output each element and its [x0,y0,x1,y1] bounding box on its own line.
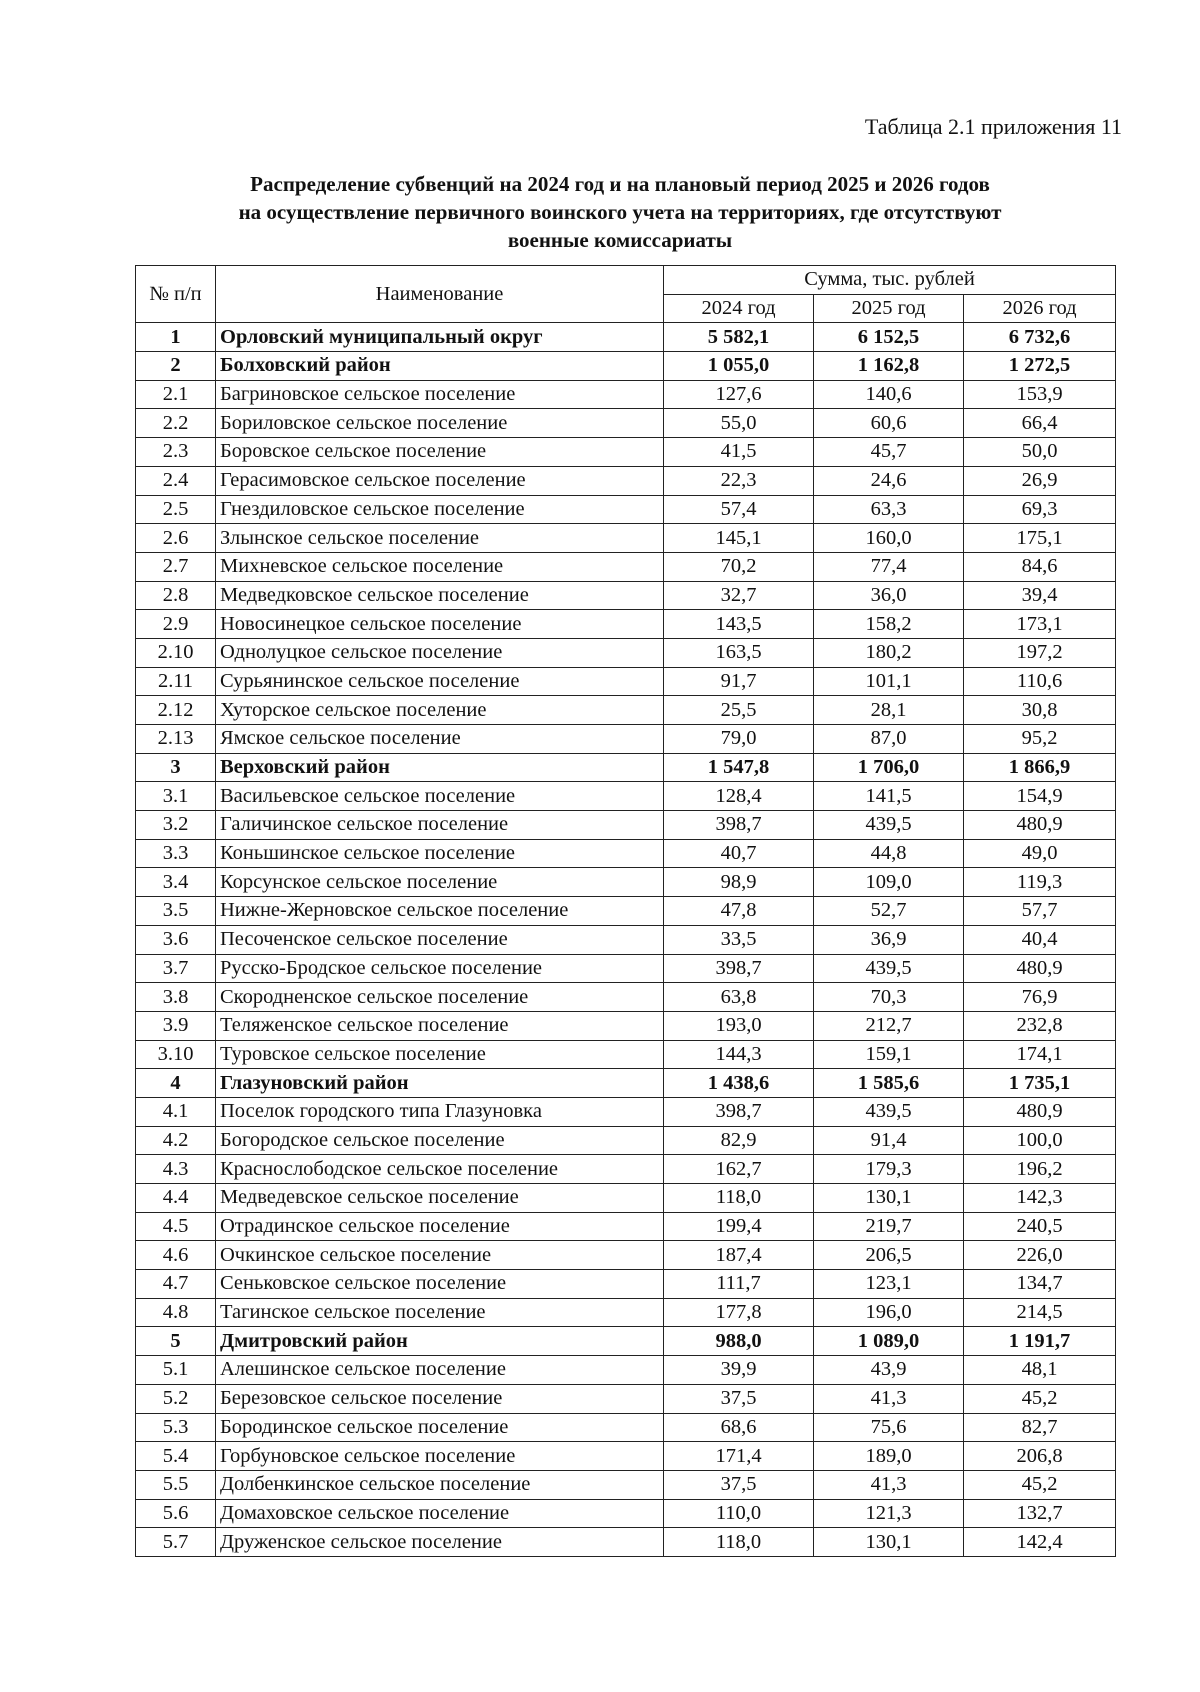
table-row [136,897,1116,926]
table-row [136,495,1116,524]
row-value-2024: 55,0 [664,409,814,438]
row-name: Отрадинское сельское поселение [216,1212,664,1241]
table-row [136,1270,1116,1299]
table-row [136,1499,1116,1528]
row-number: 4.4 [136,1184,216,1213]
row-name: Тагинское сельское поселение [216,1298,664,1327]
row-value-2026: 226,0 [964,1241,1116,1270]
table-row [136,323,1116,352]
row-name: Ямское сельское поселение [216,725,664,754]
row-value-2026: 142,3 [964,1184,1116,1213]
row-value-2025: 70,3 [814,983,964,1012]
row-value-2024: 57,4 [664,495,814,524]
row-value-2025: 123,1 [814,1270,964,1299]
row-value-2024: 37,5 [664,1384,814,1413]
row-value-2026: 134,7 [964,1270,1116,1299]
row-name: Орловский муниципальный округ [216,323,664,352]
table-row [136,696,1116,725]
row-number: 4.3 [136,1155,216,1184]
row-value-2025: 109,0 [814,868,964,897]
row-value-2026: 26,9 [964,466,1116,495]
row-value-2024: 33,5 [664,925,814,954]
row-value-2024: 79,0 [664,725,814,754]
row-value-2024: 1 055,0 [664,352,814,381]
row-number: 2.12 [136,696,216,725]
row-value-2025: 179,3 [814,1155,964,1184]
row-name: Коньшинское сельское поселение [216,839,664,868]
row-value-2026: 154,9 [964,782,1116,811]
row-name: Багриновское сельское поселение [216,380,664,409]
row-value-2024: 5 582,1 [664,323,814,352]
row-value-2026: 39,4 [964,581,1116,610]
row-name: Боровское сельское поселение [216,438,664,467]
row-value-2024: 143,5 [664,610,814,639]
table-row [136,1155,1116,1184]
row-name: Верховский район [216,753,664,782]
table-row [136,868,1116,897]
row-value-2025: 87,0 [814,725,964,754]
row-value-2024: 118,0 [664,1184,814,1213]
row-value-2024: 1 438,6 [664,1069,814,1098]
row-value-2025: 206,5 [814,1241,964,1270]
row-value-2025: 43,9 [814,1356,964,1385]
row-number: 4.7 [136,1270,216,1299]
row-value-2026: 82,7 [964,1413,1116,1442]
table-row [136,1040,1116,1069]
table-row [136,1241,1116,1270]
row-number: 5.3 [136,1413,216,1442]
row-number: 3.9 [136,1011,216,1040]
header-sum: Сумма, тыс. рублей [664,266,1116,295]
row-number: 2.2 [136,409,216,438]
row-number: 3.2 [136,811,216,840]
row-value-2025: 212,7 [814,1011,964,1040]
row-name: Долбенкинское сельское поселение [216,1470,664,1499]
table-row [136,782,1116,811]
table-row [136,839,1116,868]
row-value-2025: 160,0 [814,524,964,553]
row-value-2026: 173,1 [964,610,1116,639]
row-value-2026: 45,2 [964,1470,1116,1499]
row-number: 3.5 [136,897,216,926]
row-value-2026: 30,8 [964,696,1116,725]
table-row [136,380,1116,409]
row-value-2024: 118,0 [664,1528,814,1557]
table-row [136,552,1116,581]
row-number: 4.5 [136,1212,216,1241]
row-number: 5.1 [136,1356,216,1385]
row-name: Домаховское сельское поселение [216,1499,664,1528]
row-number: 2.13 [136,725,216,754]
row-name: Герасимовское сельское поселение [216,466,664,495]
table-row [136,438,1116,467]
table-row [136,1011,1116,1040]
document-title [130,170,1110,254]
row-value-2024: 145,1 [664,524,814,553]
row-value-2024: 398,7 [664,811,814,840]
row-number: 3.1 [136,782,216,811]
row-value-2025: 439,5 [814,1097,964,1126]
row-value-2026: 153,9 [964,380,1116,409]
row-name: Нижне-Жерновское сельское поселение [216,897,664,926]
row-value-2026: 95,2 [964,725,1116,754]
table-row [136,725,1116,754]
row-value-2025: 36,0 [814,581,964,610]
row-value-2025: 439,5 [814,954,964,983]
row-value-2025: 1 585,6 [814,1069,964,1098]
row-name: Туровское сельское поселение [216,1040,664,1069]
row-name: Горбуновское сельское поселение [216,1442,664,1471]
row-value-2025: 158,2 [814,610,964,639]
row-value-2024: 41,5 [664,438,814,467]
row-number: 2.8 [136,581,216,610]
row-value-2024: 988,0 [664,1327,814,1356]
table-row [136,753,1116,782]
row-value-2024: 162,7 [664,1155,814,1184]
row-number: 4.6 [136,1241,216,1270]
header-year-2025: 2025 год [814,294,964,323]
row-value-2026: 50,0 [964,438,1116,467]
row-name: Васильевское сельское поселение [216,782,664,811]
table-row [136,409,1116,438]
row-value-2026: 57,7 [964,897,1116,926]
row-value-2024: 110,0 [664,1499,814,1528]
row-name: Медведевское сельское поселение [216,1184,664,1213]
row-value-2025: 159,1 [814,1040,964,1069]
row-value-2025: 36,9 [814,925,964,954]
title-line-1: Распределение субвенций на 2024 год и на плановый период 2025 и 2026 годов [250,172,990,196]
table-row [136,1528,1116,1557]
row-number: 5.5 [136,1470,216,1499]
row-value-2026: 206,8 [964,1442,1116,1471]
row-value-2026: 110,6 [964,667,1116,696]
row-value-2025: 219,7 [814,1212,964,1241]
row-value-2024: 39,9 [664,1356,814,1385]
row-value-2026: 119,3 [964,868,1116,897]
row-value-2025: 41,3 [814,1470,964,1499]
header-year-2026: 2026 год [964,294,1116,323]
row-name: Очкинское сельское поселение [216,1241,664,1270]
row-value-2026: 49,0 [964,839,1116,868]
table-row [136,1298,1116,1327]
row-value-2024: 398,7 [664,1097,814,1126]
row-name: Алешинское сельское поселение [216,1356,664,1385]
row-value-2024: 70,2 [664,552,814,581]
table-row [136,925,1116,954]
row-value-2024: 199,4 [664,1212,814,1241]
row-value-2024: 177,8 [664,1298,814,1327]
table-row [136,352,1116,381]
row-value-2025: 52,7 [814,897,964,926]
row-name: Дмитровский район [216,1327,664,1356]
row-value-2024: 128,4 [664,782,814,811]
row-number: 2.7 [136,552,216,581]
table-row [136,1126,1116,1155]
table-row [136,1442,1116,1471]
row-value-2024: 47,8 [664,897,814,926]
row-name: Корсунское сельское поселение [216,868,664,897]
row-value-2026: 1 866,9 [964,753,1116,782]
row-value-2025: 180,2 [814,638,964,667]
row-value-2024: 40,7 [664,839,814,868]
row-number: 2.10 [136,638,216,667]
row-number: 2.9 [136,610,216,639]
table-row [136,1470,1116,1499]
row-value-2024: 398,7 [664,954,814,983]
row-name: Новосинецкое сельское поселение [216,610,664,639]
row-value-2025: 91,4 [814,1126,964,1155]
row-value-2025: 24,6 [814,466,964,495]
row-name: Сурьянинское сельское поселение [216,667,664,696]
row-name: Бородинское сельское поселение [216,1413,664,1442]
row-value-2025: 60,6 [814,409,964,438]
row-value-2025: 77,4 [814,552,964,581]
title-line-3: военные комиссариаты [507,228,733,252]
table-row [136,1384,1116,1413]
header-number: № п/п [136,266,216,323]
row-value-2026: 196,2 [964,1155,1116,1184]
row-value-2025: 140,6 [814,380,964,409]
row-value-2025: 130,1 [814,1528,964,1557]
header-name: Наименование [216,266,664,323]
row-name: Богородское сельское поселение [216,1126,664,1155]
row-number: 5.4 [136,1442,216,1471]
row-value-2024: 1 547,8 [664,753,814,782]
row-name: Медведковское сельское поселение [216,581,664,610]
row-value-2026: 480,9 [964,954,1116,983]
row-value-2024: 127,6 [664,380,814,409]
row-name: Болховский район [216,352,664,381]
row-number: 5.2 [136,1384,216,1413]
row-number: 2.6 [136,524,216,553]
row-value-2024: 91,7 [664,667,814,696]
table-row [136,811,1116,840]
header-year-2024: 2024 год [664,294,814,323]
row-value-2025: 1 706,0 [814,753,964,782]
row-value-2026: 6 732,6 [964,323,1116,352]
row-name: Глазуновский район [216,1069,664,1098]
row-number: 4.1 [136,1097,216,1126]
row-value-2026: 197,2 [964,638,1116,667]
row-value-2026: 1 191,7 [964,1327,1116,1356]
row-number: 3.4 [136,868,216,897]
row-name: Галичинское сельское поселение [216,811,664,840]
row-name: Бориловское сельское поселение [216,409,664,438]
row-value-2024: 171,4 [664,1442,814,1471]
row-value-2026: 132,7 [964,1499,1116,1528]
row-name: Друженское сельское поселение [216,1528,664,1557]
table-row [136,1327,1116,1356]
row-number: 2.4 [136,466,216,495]
row-value-2026: 1 272,5 [964,352,1116,381]
row-value-2025: 28,1 [814,696,964,725]
table-row [136,1097,1116,1126]
table-row [136,638,1116,667]
row-number: 2.1 [136,380,216,409]
row-value-2025: 121,3 [814,1499,964,1528]
row-number: 4.8 [136,1298,216,1327]
row-name: Краснослободское сельское поселение [216,1155,664,1184]
row-name: Скородненское сельское поселение [216,983,664,1012]
row-value-2025: 45,7 [814,438,964,467]
row-name: Сеньковское сельское поселение [216,1270,664,1299]
row-value-2025: 6 152,5 [814,323,964,352]
row-value-2026: 175,1 [964,524,1116,553]
row-value-2024: 144,3 [664,1040,814,1069]
row-value-2025: 189,0 [814,1442,964,1471]
row-name: Песоченское сельское поселение [216,925,664,954]
row-number: 2.5 [136,495,216,524]
row-value-2024: 37,5 [664,1470,814,1499]
row-name: Березовское сельское поселение [216,1384,664,1413]
row-value-2026: 142,4 [964,1528,1116,1557]
row-value-2025: 75,6 [814,1413,964,1442]
row-value-2026: 48,1 [964,1356,1116,1385]
row-value-2025: 1 089,0 [814,1327,964,1356]
row-name: Гнездиловское сельское поселение [216,495,664,524]
subsidy-table [135,265,1116,1557]
row-number: 2 [136,352,216,381]
row-value-2025: 101,1 [814,667,964,696]
row-value-2024: 82,9 [664,1126,814,1155]
row-value-2025: 63,3 [814,495,964,524]
row-number: 5.7 [136,1528,216,1557]
row-value-2025: 141,5 [814,782,964,811]
row-value-2026: 84,6 [964,552,1116,581]
row-name: Хуторское сельское поселение [216,696,664,725]
table-row [136,466,1116,495]
table-row [136,1184,1116,1213]
title-line-2: на осуществление первичного воинского учета на территориях, где отсутствуют [238,200,1002,224]
row-value-2026: 480,9 [964,1097,1116,1126]
table-row [136,983,1116,1012]
row-value-2026: 174,1 [964,1040,1116,1069]
row-name: Русско-Бродское сельское поселение [216,954,664,983]
row-number: 4.2 [136,1126,216,1155]
row-value-2025: 130,1 [814,1184,964,1213]
row-value-2026: 240,5 [964,1212,1116,1241]
table-row [136,667,1116,696]
row-value-2026: 1 735,1 [964,1069,1116,1098]
row-number: 2.11 [136,667,216,696]
row-value-2026: 480,9 [964,811,1116,840]
row-value-2024: 98,9 [664,868,814,897]
table-row [136,1356,1116,1385]
row-value-2026: 69,3 [964,495,1116,524]
row-number: 3.8 [136,983,216,1012]
row-number: 1 [136,323,216,352]
row-number: 5 [136,1327,216,1356]
table-row [136,610,1116,639]
row-value-2025: 439,5 [814,811,964,840]
row-name: Теляженское сельское поселение [216,1011,664,1040]
row-number: 3.6 [136,925,216,954]
row-value-2025: 1 162,8 [814,352,964,381]
table-row [136,1069,1116,1098]
row-number: 3.7 [136,954,216,983]
row-value-2026: 45,2 [964,1384,1116,1413]
row-number: 4 [136,1069,216,1098]
row-value-2025: 41,3 [814,1384,964,1413]
row-value-2026: 66,4 [964,409,1116,438]
row-value-2024: 111,7 [664,1270,814,1299]
row-number: 2.3 [136,438,216,467]
table-body [136,323,1116,1557]
row-number: 3.10 [136,1040,216,1069]
row-name: Однолуцкое сельское поселение [216,638,664,667]
row-value-2026: 232,8 [964,1011,1116,1040]
row-value-2024: 68,6 [664,1413,814,1442]
row-value-2026: 76,9 [964,983,1116,1012]
row-value-2026: 214,5 [964,1298,1116,1327]
row-value-2025: 44,8 [814,839,964,868]
table-row [136,524,1116,553]
row-value-2025: 196,0 [814,1298,964,1327]
row-value-2024: 32,7 [664,581,814,610]
table-row [136,1212,1116,1241]
annex-label: Таблица 2.1 приложения 11 [864,114,1122,139]
row-value-2024: 22,3 [664,466,814,495]
row-number: 5.6 [136,1499,216,1528]
row-name: Злынское сельское поселение [216,524,664,553]
row-number: 3 [136,753,216,782]
row-name: Михневское сельское поселение [216,552,664,581]
table-row [136,1413,1116,1442]
row-value-2026: 100,0 [964,1126,1116,1155]
row-value-2024: 193,0 [664,1011,814,1040]
row-name: Поселок городского типа Глазуновка [216,1097,664,1126]
row-value-2024: 25,5 [664,696,814,725]
row-value-2024: 163,5 [664,638,814,667]
row-value-2026: 40,4 [964,925,1116,954]
table-row [136,954,1116,983]
row-value-2024: 63,8 [664,983,814,1012]
row-number: 3.3 [136,839,216,868]
table-row [136,581,1116,610]
row-value-2024: 187,4 [664,1241,814,1270]
